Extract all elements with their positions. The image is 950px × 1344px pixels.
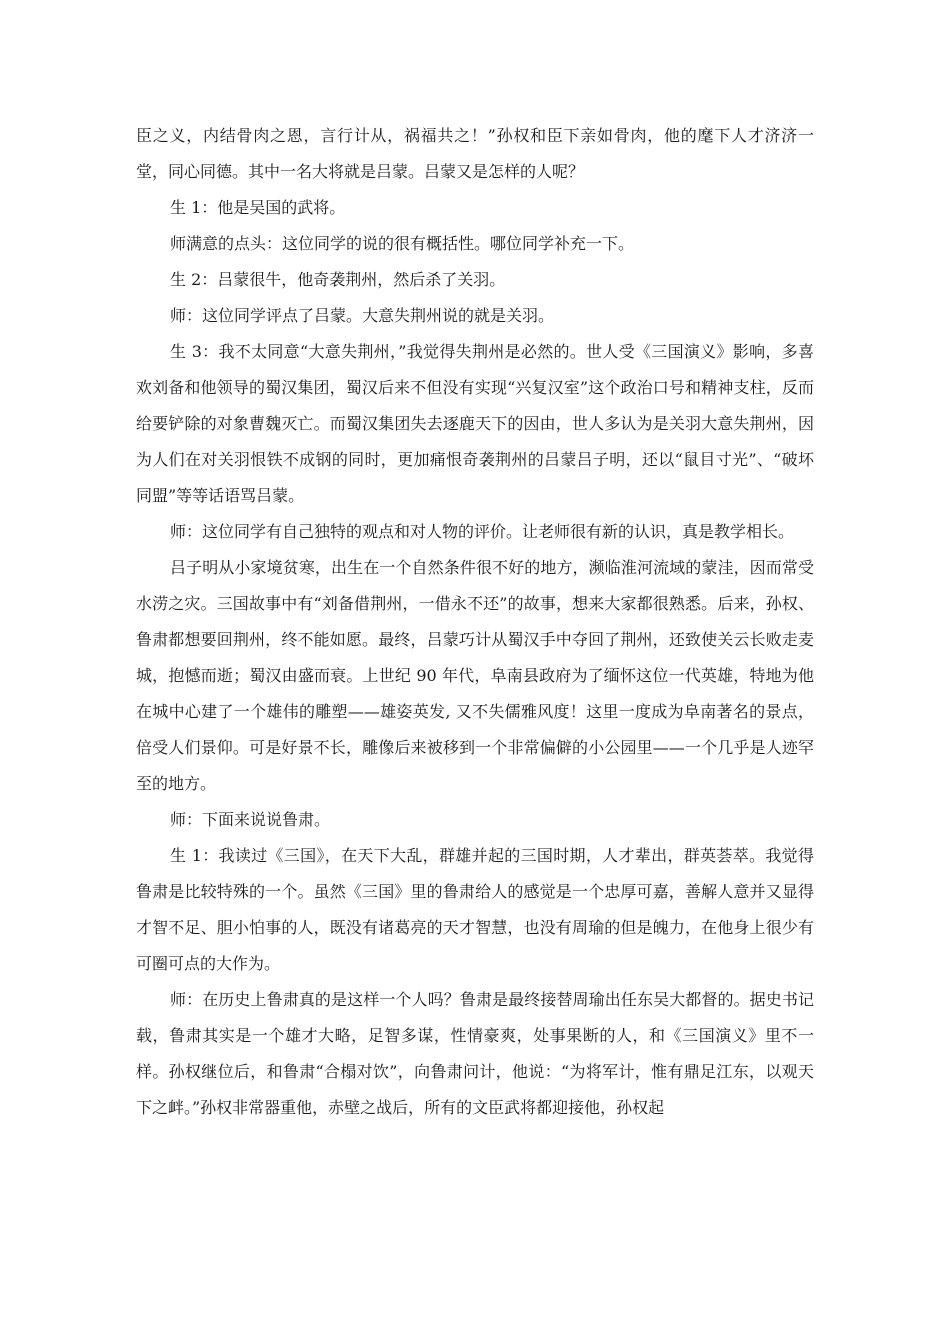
paragraph-student-1-lv-meng: 生 1：他是吴国的武将。 [170,198,346,217]
paragraph-teacher-comment-1: 师满意的点头：这位同学的说的很有概括性。哪位同学补充一下。 [170,234,635,253]
paragraph-lv-ziming-background: 吕子明从小家境贫寒，出生在一个自然条件很不好的地方，濒临淮河流域的蒙洼，因而常受水涝之灾。三国故事中有“刘备借荆州，一借永不还”的故事，想来大家都很熟悉。后来，孙权、鲁肃都想要回荆州，终不能如愿。最终，吕蒙巧计从蜀汉手中夺回了荆州，还致使关云长败走麦城，抱憾而逝；蜀汉由盛而衰。上世纪 90 年代，阜南县政府为了缅怀这位一代英雄，特地为他在城中心建了一个雄伟的雕塑——雄姿英发, 又不失儒雅风度！这里一度成为阜南著名的景点，倍受人们景仰。可是好景不长，雕像后来被移到一个非常偏僻的小公园里——一个几乎是人迹罕至的地方。 [136,558,814,793]
paragraph-student-3-lv-meng: 生 3：我不太同意“大意失荆州，”我觉得失荆州是必然的。世人受《三国演义》影响，多喜欢刘备和他领导的蜀汉集团，蜀汉后来不但没有实现“兴复汉室”这个政治口号和精神支柱，反而给要铲除的对象曹魏灭亡。而蜀汉集团失去逐鹿天下的因由，世人多认为是关羽大意失荆州，因为人们在对关羽恨铁不成钢的同时，更加痛恨奇袭荆州的吕蒙吕子明，还以“鼠目寸光”、“破坏同盟”等等话语骂吕蒙。 [136,342,814,505]
paragraph-teacher-lu-su-intro: 师：下面来说说鲁肃。 [170,810,331,829]
paragraph-continuation: 臣之义，内结骨肉之恩，言行计从，祸福共之！”孙权和臣下亲如骨肉，他的麾下人才济济一堂，同心同德。其中一名大将就是吕蒙。吕蒙又是怎样的人呢？ [136,126,814,181]
paragraph-teacher-comment-3: 师：这位同学有自己独特的观点和对人物的评价。让老师很有新的认识，真是教学相长。 [170,522,795,541]
paragraph-student-2-lv-meng: 生 2：吕蒙很牛，他奇袭荆州，然后杀了关羽。 [170,270,506,289]
paragraph-teacher-lu-su-history: 师：在历史上鲁肃真的是这样一个人吗？鲁肃是最终接替周瑜出任东吴大都督的。据史书记载，鲁肃其实是一个雄才大略，足智多谋，性情豪爽，处事果断的人，和《三国演义》里不一样。孙权继位后，和鲁肃“合榻对饮”，向鲁肃问计，他说：“为将军计，惟有鼎足江东，以观天下之衅。”孙权非常器重他，赤壁之战后，所有的文臣武将都迎接他，孙权起 [136,990,814,1117]
paragraph-student-1-lu-su: 生 1：我读过《三国》，在天下大乱，群雄并起的三国时期，人才辈出，群英荟萃。我觉得鲁肃是比较特殊的一个。虽然《三国》里的鲁肃给人的感觉是一个忠厚可嘉，善解人意并又显得才智不足、胆小怕事的人，既没有诸葛亮的天才智慧，也没有周瑜的但是魄力，在他身上很少有可圈可点的大作为。 [136,846,814,973]
paragraph-teacher-comment-2: 师：这位同学评点了吕蒙。大意失荆州说的就是关羽。 [170,306,555,325]
document-body [136,118,814,1126]
